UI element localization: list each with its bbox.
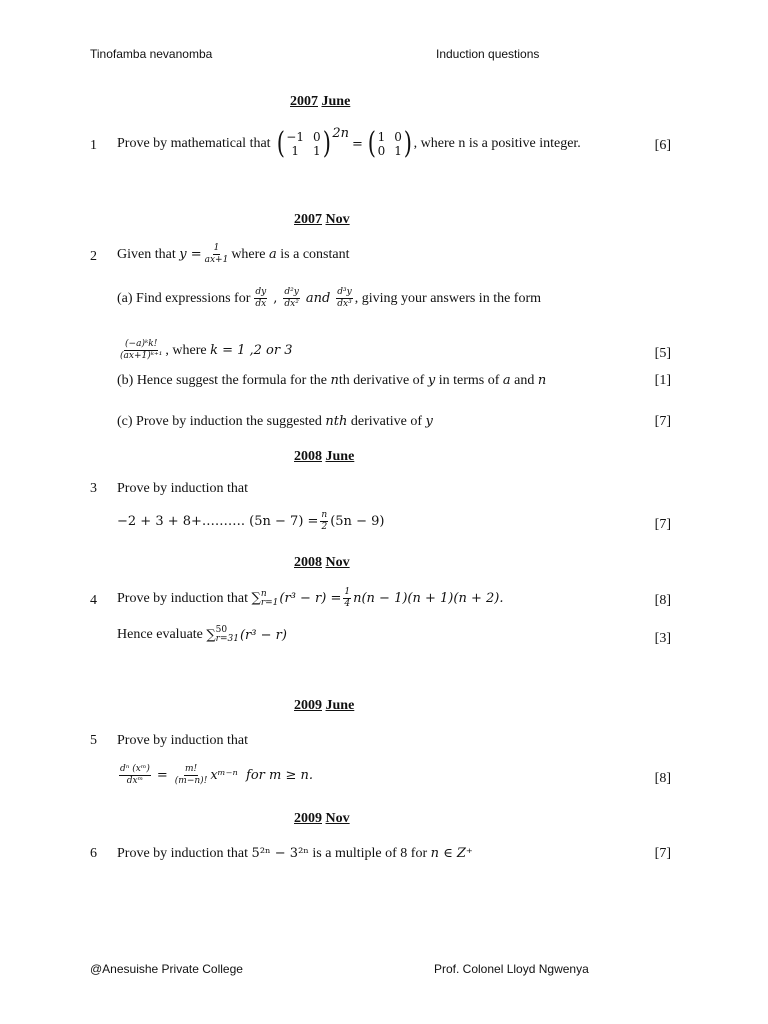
math-expr: −2 + 3 + 8+………. (5n − 7) =: [117, 514, 319, 529]
fraction-numerator: (−a)ᵏk!: [125, 339, 158, 349]
section-session: Nov: [325, 212, 350, 227]
question-2a-text: [117, 287, 541, 310]
text: in terms of: [438, 373, 500, 388]
math-expr: 5²ⁿ − 3²ⁿ: [251, 846, 309, 861]
text: derivative of: [350, 414, 423, 429]
fraction-denominator: dxᵐ: [126, 776, 144, 786]
question-6-text: [117, 846, 473, 862]
text: is a constant: [280, 246, 350, 262]
matrix-cell: 1: [377, 130, 386, 144]
text: and: [514, 373, 535, 388]
fraction-denominator: (ax+1)ᵏ⁺¹: [120, 351, 163, 361]
math-expr: (r³ − r): [239, 627, 287, 643]
fraction-numerator: dy: [255, 287, 267, 297]
section-year: 2008: [294, 555, 322, 570]
question-lead: Prove by induction that: [117, 846, 249, 861]
fraction-numerator: d²y: [284, 287, 299, 297]
sum-upper: 50: [215, 625, 228, 635]
fraction-denominator: (m−n)!: [174, 776, 208, 786]
question-3-expr: [117, 510, 384, 533]
question-number: 6: [90, 846, 97, 861]
section-session: June: [325, 698, 355, 713]
section-heading: [290, 94, 350, 110]
question-number: 4: [90, 593, 97, 608]
section-session: June: [321, 94, 351, 109]
matrix-a: [275, 126, 333, 161]
section-heading: [294, 698, 354, 714]
math-expr: xᵐ⁻ⁿ for m ≥ n.: [210, 768, 313, 783]
fraction-numerator: dⁿ (xᵐ): [120, 764, 150, 774]
header-author: Tinofamba nevanomba: [90, 47, 213, 61]
question-number: 2: [90, 249, 97, 264]
fraction-numerator: 1: [213, 243, 220, 253]
comma: ,: [273, 291, 278, 306]
math-expr: k = 1 ,2 or 3: [210, 343, 293, 358]
math-var: y: [425, 414, 433, 429]
equals-sign: =: [352, 136, 363, 152]
text: (b) Hence suggest the formula for the: [117, 373, 327, 388]
marks: [6]: [654, 138, 671, 153]
section-heading: [294, 555, 350, 571]
question-number: 5: [90, 733, 97, 748]
marks: [1]: [654, 373, 671, 388]
sum-symbol: ∑: [251, 591, 261, 606]
footer-professor: Prof. Colonel Lloyd Ngwenya: [434, 962, 589, 976]
section-session: June: [325, 449, 355, 464]
sum-lower: r=31: [215, 634, 239, 644]
text: th derivative of: [338, 373, 425, 388]
matrix-b: [366, 126, 414, 161]
fraction: [283, 287, 299, 310]
fraction: [119, 339, 163, 362]
text: is a multiple of 8 for: [312, 846, 428, 861]
section-session: Nov: [325, 811, 350, 826]
section-heading: [294, 811, 350, 827]
sum-upper: n: [260, 588, 267, 599]
math-var: y: [427, 373, 436, 388]
fraction-numerator: d³y: [337, 287, 352, 297]
fraction: [336, 287, 352, 310]
fraction-denominator: dx³: [337, 299, 352, 309]
matrix-cell: 1: [394, 144, 402, 158]
fraction: [174, 764, 209, 787]
math-var: n: [330, 373, 339, 388]
text: Hence evaluate: [117, 627, 203, 642]
section-year: 2009: [294, 698, 322, 713]
section-heading: [294, 449, 354, 465]
matrix-cell: −1: [286, 130, 304, 144]
section-session: Nov: [325, 555, 350, 570]
question-2-text: [117, 243, 350, 266]
question-lead: Prove by induction that: [117, 481, 249, 496]
matrix-cell: 0: [312, 130, 321, 144]
marks: [8]: [654, 771, 671, 786]
marks: [7]: [654, 846, 671, 861]
left-bracket: (: [276, 126, 285, 161]
question-1-text: [117, 124, 581, 164]
section-year: 2007: [294, 212, 322, 227]
math-var: n: [537, 373, 547, 388]
fraction-denominator: 4: [344, 599, 351, 609]
math-expr: (r³ − r) =: [279, 591, 342, 606]
sum-limits: [216, 626, 239, 644]
marks: [8]: [654, 593, 671, 608]
text: , where: [165, 342, 207, 358]
fraction: [343, 587, 351, 610]
fraction-numerator: n: [321, 510, 328, 520]
text: , giving your answers in the form: [354, 290, 542, 306]
marks: [7]: [654, 414, 671, 429]
text: (a) Find expressions for: [117, 290, 251, 306]
footer-college: @Anesuishe Private College: [90, 962, 243, 976]
matrix-cell: 0: [394, 130, 402, 144]
math-expr: y =: [179, 247, 202, 262]
section-year: 2008: [294, 449, 322, 464]
question-lead: Prove by induction that: [117, 590, 249, 606]
math-word: and: [305, 291, 331, 306]
section-heading: [294, 212, 350, 228]
matrix-cell: 0: [377, 144, 386, 158]
marks: [5]: [654, 346, 671, 361]
math-expr: n ∈ Z⁺: [430, 846, 473, 861]
math-var: nth: [325, 414, 348, 429]
question-2c-text: [117, 414, 433, 430]
marks: [7]: [654, 517, 671, 532]
fraction: [119, 764, 151, 787]
question-tail: , where n is a positive integer.: [413, 136, 581, 151]
math-var: a: [269, 247, 277, 262]
question-5-expr: [117, 764, 313, 787]
equals-sign: =: [156, 768, 168, 783]
fraction-denominator: dx²: [284, 299, 299, 309]
fraction-denominator: dx: [255, 299, 267, 309]
fraction-numerator: m!: [184, 764, 198, 774]
question-number: 3: [90, 481, 97, 496]
question-4-text: [117, 587, 503, 610]
right-bracket: ): [322, 126, 331, 161]
matrix-exponent: 2n: [332, 126, 349, 141]
question-4-hence: [117, 626, 287, 644]
fraction: [320, 510, 328, 533]
fraction-numerator: 1: [344, 587, 351, 597]
fraction-denominator: 2: [321, 522, 328, 532]
matrix-cell: 1: [312, 144, 321, 158]
section-year: 2009: [294, 811, 322, 826]
fraction-denominator: ax+1: [204, 255, 229, 265]
question-2b-text: [117, 373, 546, 389]
math-expr: (5n − 9): [330, 514, 385, 529]
sum-limits: [261, 590, 279, 608]
header-topic: Induction questions: [436, 47, 540, 61]
marks: [3]: [654, 631, 671, 646]
question-lead: Prove by mathematical that: [117, 136, 271, 151]
sum-symbol: ∑: [206, 627, 216, 643]
text: (c) Prove by induction the suggested: [117, 414, 322, 429]
question-lead: Prove by induction that: [117, 733, 249, 748]
question-2a-form: [117, 339, 293, 362]
math-var: a: [502, 373, 511, 388]
fraction: [204, 243, 230, 266]
sum-lower: r=1: [260, 597, 279, 608]
left-bracket: (: [367, 126, 376, 161]
right-bracket: ): [403, 126, 412, 161]
text: where: [231, 246, 266, 262]
math-expr: n(n − 1)(n + 1)(n + 2).: [353, 591, 504, 606]
question-lead: Given that: [117, 246, 176, 262]
fraction: [254, 287, 267, 310]
section-year: 2007: [290, 94, 318, 109]
matrix-cell: 1: [291, 144, 299, 158]
question-number: 1: [90, 138, 97, 153]
